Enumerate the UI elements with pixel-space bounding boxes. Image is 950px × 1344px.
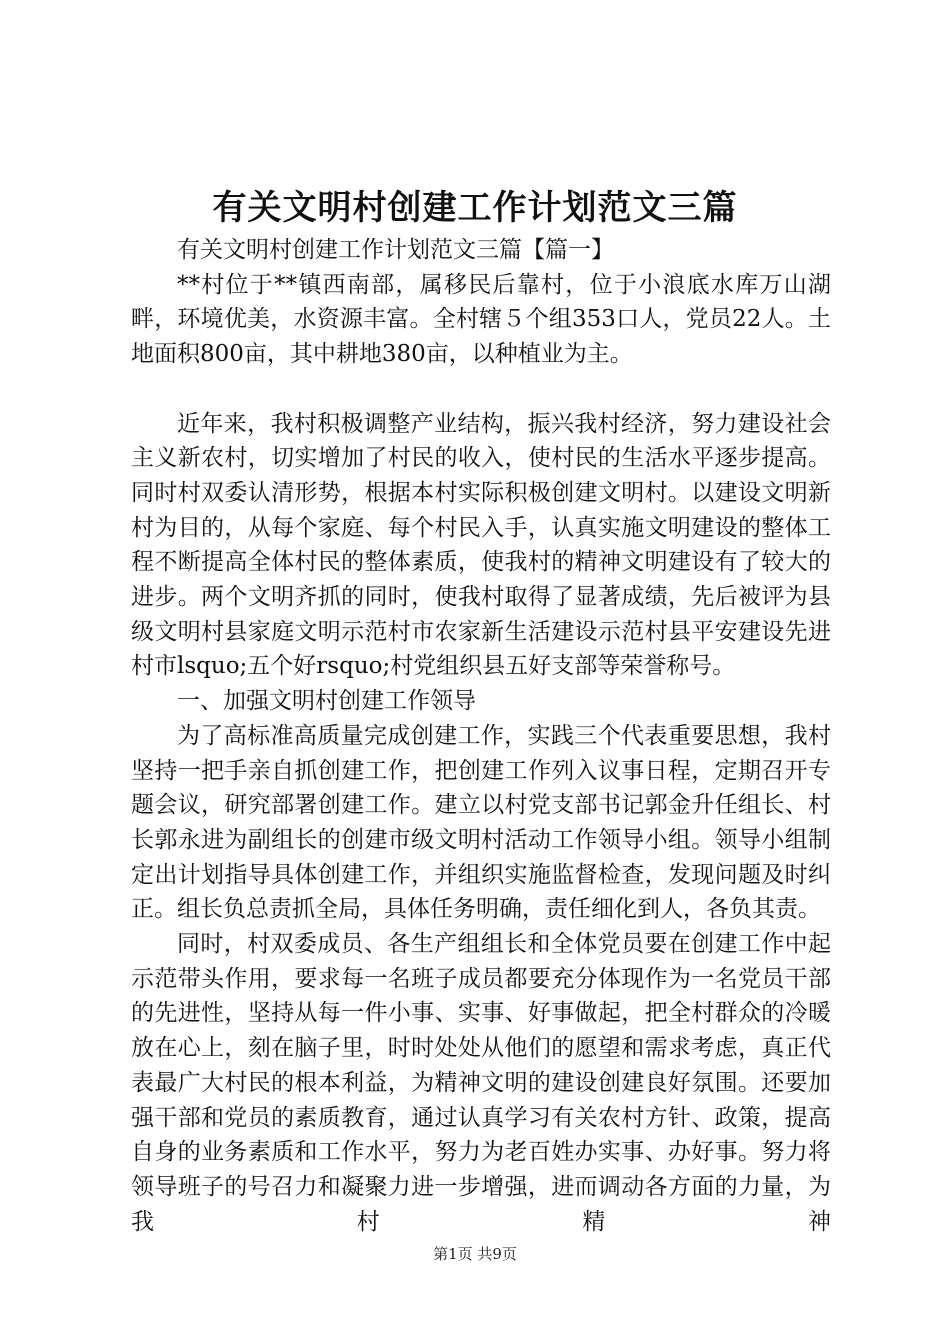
paragraph-members-role: 同时，村双委成员、各生产组组长和全体党员要在创建工作中起示范带头作用，要求每一名班子成员都要充分体现作为一名党员干部的先进性，坚持从每一件小事、实事、好事做起，把全村群众的冷暖放在心上，刻在脑子里，时时处处从他们的愿望和需求考虑，真正代表最广大村民的根本利益，为精神文明的建设创建良好氛围。还要加强干部和党员的素质教育，通过认真学习有关农村方针、政策，提高自身的业务素质和工作水平，努力为老百姓办实事、办好事。努力将领导班子的号召力和凝聚力进一步增强，进而调动各方面的力量，为我村精神 bbox=[131, 931, 831, 1235]
page-footer: 第1页 共9页 bbox=[433, 1245, 517, 1263]
paragraph-village-overview: **村位于**镇西南部，属移民后靠村，位于小浪底水库万山湖畔，环境优美，水资源丰富。全村辖５个组353口人，党员22人。土地面积800亩，其中耕地380亩，以种植业为主。 bbox=[131, 271, 831, 368]
section-heading-leadership: 一、加强文明村创建工作领导 bbox=[177, 688, 476, 715]
document-body bbox=[131, 233, 831, 1239]
paragraph-leadership-detail: 为了高标准高质量完成创建工作，实践三个代表重要思想，我村坚持一把手亲自抓创建工作，把创建工作列入议事日程，定期召开专题会议，研究部署创建工作。建立以村党支部书记郭金升任组长、村长郭永进为副组长的创建市级文明村活动工作领导小组。领导小组制定出计划指导具体创建工作，并组织实施监督检查，发现问题及时纠正。组长负总责抓全局，具体任务明确，责任细化到人，各负其责。 bbox=[131, 722, 831, 923]
blank-line bbox=[131, 372, 831, 407]
section-heading-part-one: 有关文明村创建工作计划范文三篇【篇一】 bbox=[177, 237, 614, 263]
document-title: 有关文明村创建工作计划范文三篇 bbox=[212, 188, 738, 228]
paragraph-recent-years: 近年来，我村积极调整产业结构，振兴我村经济，努力建设社会主义新农村，切实增加了村民的收入，使村民的生活水平逐步提高。同时村双委认清形势，根据本村实际积极创建文明村。以建设文明新村为目的，从每个家庭、每个村民入手，认真实施文明建设的整体工程不断提高全体村民的整体素质，使我村的精神文明建设有了较大的进步。两个文明齐抓的同时，使我村取得了显著成绩，先后被评为县级文明村县家庭文明示范村市农家新生活建设示范村县平安建设先进村市lsquo;五个好rsquo;村党组织县五好支部等荣誉称号。 bbox=[131, 410, 831, 680]
